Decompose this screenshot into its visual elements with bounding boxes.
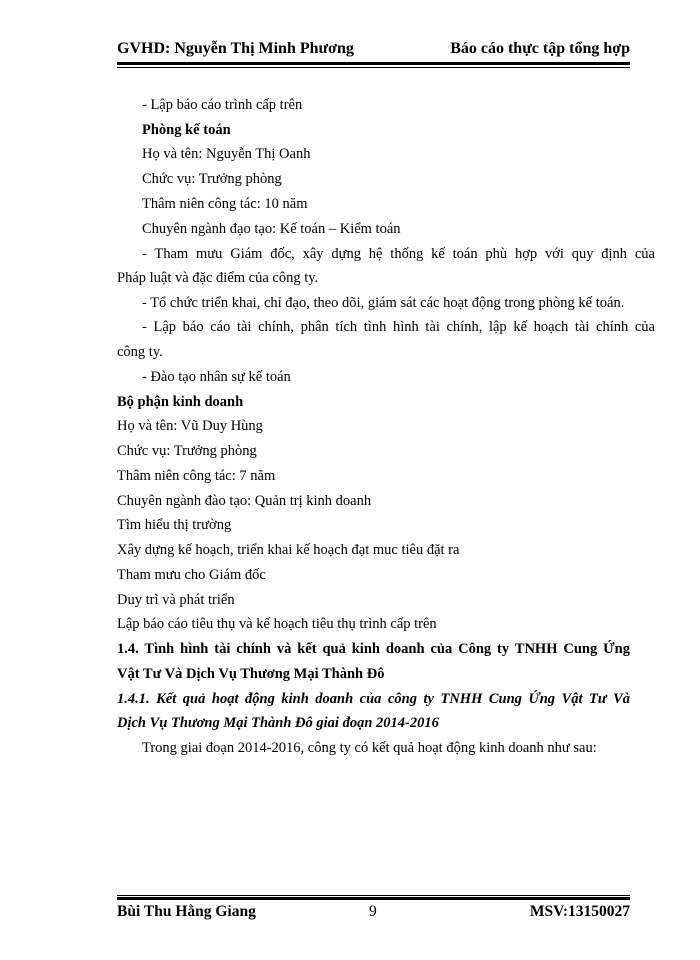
text-line: Pháp luật và đặc điểm của công ty.	[117, 270, 319, 286]
page-footer	[117, 900, 630, 924]
page-header	[117, 38, 630, 62]
footer-author: Bùi Thu Hằng Giang	[117, 903, 256, 920]
section-heading-sales: Bộ phận kinh doanh	[117, 394, 244, 410]
footer-rule-thin	[117, 895, 630, 896]
text-line: Họ và tên: Vũ Duy Hùng	[117, 418, 263, 434]
text-line: Thâm niên công tác: 7 năm	[117, 468, 276, 484]
text-line: Thâm niên công tác: 10 năm	[142, 196, 308, 212]
text-line: - Tổ chức triển khai, chỉ đạo, theo dõi, giám sát các hoạt động trong phòng kế toán.	[142, 295, 625, 311]
text-line: - Tham mưu Giám đốc, xây dựng hệ thống kế toán phù hợp với quy định của	[142, 246, 655, 262]
page-number: 9	[369, 903, 377, 920]
text-line: Họ và tên: Nguyễn Thị Oanh	[142, 146, 311, 162]
text-line: Trong giai đoạn 2014-2016, công ty có kết quả hoạt động kinh doanh như sau:	[142, 740, 597, 756]
text-line: Chuyên ngành đạo tạo: Kế toán – Kiểm toán	[142, 221, 401, 237]
text-line: - Lập báo cáo trình cấp trên	[142, 97, 303, 113]
footer-student-id: MSV:13150027	[529, 903, 630, 920]
section-heading-accounting: Phòng kế toán	[142, 122, 231, 138]
text-line: Duy trì và phát triển	[117, 592, 235, 608]
subsection-heading-1-4-1-cont: Dịch Vụ Thương Mại Thành Đô giai đoạn 2014-2016	[117, 715, 439, 731]
section-heading-1-4: 1.4. Tình hình tài chính và kết quả kinh doanh của Công ty TNHH Cung Ứng	[117, 641, 630, 657]
text-line: - Lập báo cáo tài chính, phân tích tình hình tài chính, lập kế hoạch tài chính của	[142, 319, 655, 335]
text-line: công ty.	[117, 344, 163, 360]
text-line: - Đào tạo nhân sự kế toán	[142, 369, 291, 385]
text-line: Chức vụ: Trưởng phòng	[117, 443, 257, 459]
text-line: Xây dựng kế hoạch, triển khai kế hoạch đạt muc tiêu đặt ra	[117, 542, 460, 558]
subsection-heading-1-4-1: 1.4.1. Kết quả hoạt động kinh doanh của công ty TNHH Cung Ứng Vật Tư Và	[117, 691, 630, 707]
section-heading-1-4-cont: Vật Tư Và Dịch Vụ Thương Mại Thành Đô	[117, 666, 385, 682]
header-rule	[117, 62, 630, 65]
text-line: Chức vụ: Trưởng phòng	[142, 171, 282, 187]
text-line: Tìm hiểu thị trường	[117, 517, 232, 533]
text-line: Tham mưu cho Giám đốc	[117, 567, 266, 583]
header-rule-thin	[117, 67, 630, 68]
header-report-title: Báo cáo thực tập tổng hợp	[450, 40, 630, 57]
text-line: Chuyên ngành đào tạo: Quản trị kinh doanh	[117, 493, 372, 509]
text-line: Lập báo cáo tiêu thụ và kế hoạch tiêu thụ trình cấp trên	[117, 616, 437, 632]
header-advisor: GVHD: Nguyễn Thị Minh Phương	[117, 40, 354, 57]
